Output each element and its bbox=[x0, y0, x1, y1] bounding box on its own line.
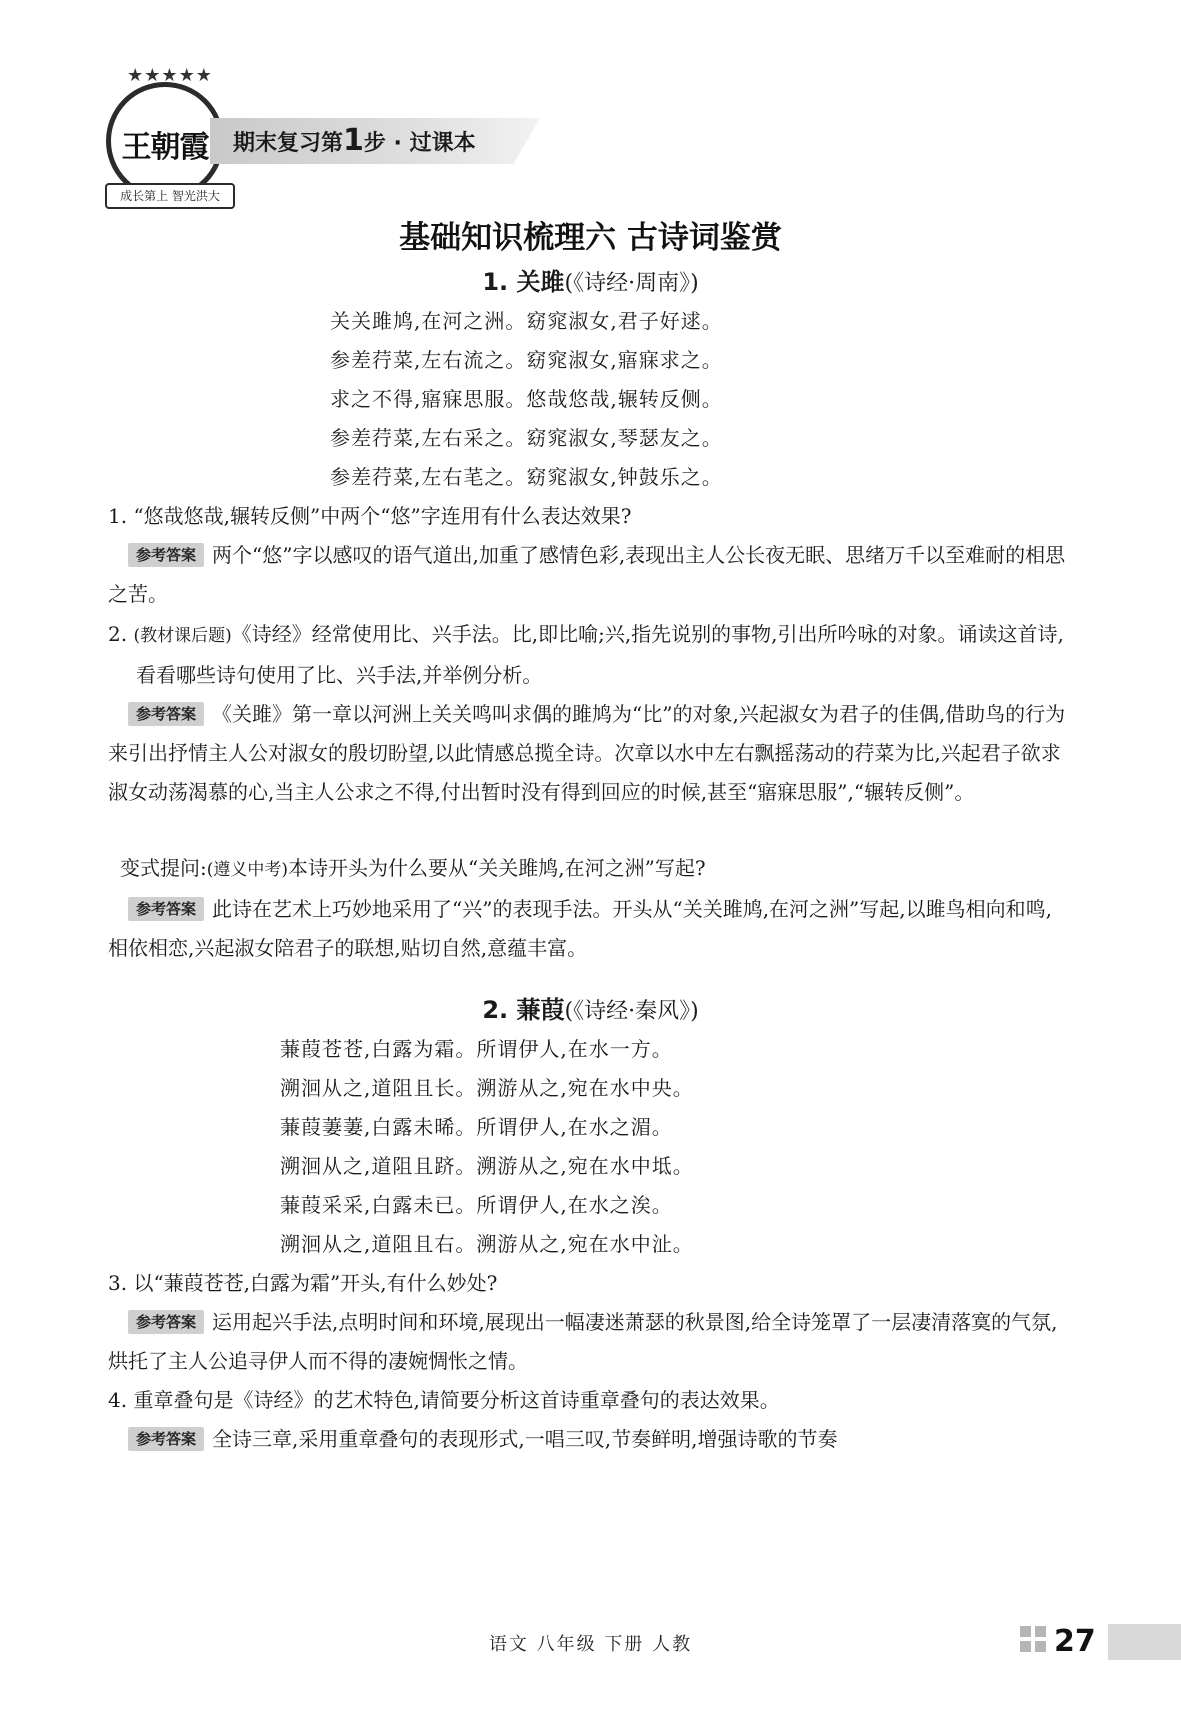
poem-line: 溯洄从之,道阻且右。溯游从之,宛在水中沚。 bbox=[280, 1232, 694, 1256]
section-1-title bbox=[0, 262, 1181, 297]
brand-name: 王朝霞 bbox=[121, 130, 209, 165]
variant-body: 本诗开头为什么要从“关关雎鸠,在河之洲”写起? bbox=[288, 856, 706, 880]
question-3-text: 3. 以“蒹葭苍苍,白露为霜”开头,有什么妙处? bbox=[108, 1271, 498, 1295]
poem-line: 参差荇菜,左右流之。窈窕淑女,寤寐求之。 bbox=[330, 348, 723, 372]
answer-1 bbox=[108, 536, 1070, 614]
brand-ribbon: 成长第上 智光洪大 bbox=[105, 183, 235, 209]
question-4 bbox=[108, 1381, 1070, 1459]
answer-label: 参考答案 bbox=[128, 1310, 204, 1334]
page-number: 27 bbox=[1054, 1624, 1096, 1659]
variant-prefix: 变式提问: bbox=[120, 856, 207, 880]
poem-line: 溯洄从之,道阻且跻。溯游从之,宛在水中坻。 bbox=[280, 1154, 694, 1178]
page-title: 基础知识梳理六 古诗词鉴赏 bbox=[399, 220, 782, 256]
variant-answer bbox=[108, 890, 1070, 968]
poem-line: 参差荇菜,左右芼之。窈窕淑女,钟鼓乐之。 bbox=[330, 465, 723, 489]
section-2-source: (《诗经·秦风》) bbox=[564, 999, 699, 1024]
step-suffix: 步 · 过课本 bbox=[363, 131, 476, 156]
section-1-name: 1. 关雎 bbox=[482, 268, 565, 296]
section-1-source: (《诗经·周南》) bbox=[564, 271, 699, 296]
question-2-body: 《诗经》经常使用比、兴手法。比,即比喻;兴,指先说别的事物,引出所吟咏的对象。诵读这首诗,看看哪些诗句使用了比、兴手法,并举例分析。 bbox=[136, 622, 1064, 687]
poem-line: 蒹葭萋萋,白露未晞。所谓伊人,在水之湄。 bbox=[280, 1115, 673, 1139]
section-2-title bbox=[0, 990, 1181, 1025]
header-step-title bbox=[233, 122, 476, 163]
question-3 bbox=[108, 1264, 1070, 1381]
question-2-text bbox=[108, 615, 1070, 695]
poem-line: 关关雎鸠,在河之洲。窈窕淑女,君子好逑。 bbox=[330, 309, 723, 333]
question-1-text: 1. “悠哉悠哉,辗转反侧”中两个“悠”字连用有什么表达效果? bbox=[108, 504, 632, 528]
answer-4 bbox=[108, 1420, 1070, 1459]
answer-4-text: 全诗三章,采用重章叠句的表现形式,一唱三叹,节奏鲜明,增强诗歌的节奏 bbox=[212, 1427, 838, 1451]
page-header bbox=[98, 62, 558, 212]
page-number-block bbox=[1020, 1622, 1181, 1662]
question-2-note: (教材课后题) bbox=[133, 626, 232, 646]
answer-2-text: 《关雎》第一章以河洲上关关鸣叫求偶的雎鸠为“比”的对象,兴起淑女为君子的佳偶,借助鸟的行为来引出抒情主人公对淑女的殷切盼望,以此情感总揽全诗。次章以水中左右飘摇荡动的荇菜为比,兴起君子欲求淑女动荡渴慕的心,当主人公求之不得,付出暂时没有得到回应的时候,甚至“寤寐思服”,“辗转反侧”。 bbox=[108, 702, 1066, 804]
answer-label: 参考答案 bbox=[128, 1427, 204, 1451]
footer-subject: 语文 八年级 下册 人教 bbox=[488, 1634, 693, 1655]
page-bar-decoration bbox=[1108, 1624, 1181, 1660]
poem-line: 溯洄从之,道阻且长。溯游从之,宛在水中央。 bbox=[280, 1076, 694, 1100]
poem-line: 求之不得,寤寐思服。悠哉悠哉,辗转反侧。 bbox=[330, 387, 723, 411]
poem-jianjia bbox=[280, 1030, 694, 1264]
variant-question bbox=[108, 849, 1070, 968]
variant-question-text bbox=[108, 849, 1070, 890]
section-2-name: 2. 蒹葭 bbox=[482, 996, 565, 1024]
answer-label: 参考答案 bbox=[128, 702, 204, 726]
poem-line: 蒹葭采采,白露未已。所谓伊人,在水之涘。 bbox=[280, 1193, 673, 1217]
grid-dots-decoration bbox=[1020, 1626, 1048, 1658]
variant-answer-text: 此诗在艺术上巧妙地采用了“兴”的表现手法。开头从“关关雎鸠,在河之洲”写起,以雎鸟相向和鸣,相依相恋,兴起淑女陪君子的联想,贴切自然,意蕴丰富。 bbox=[108, 897, 1052, 960]
step-prefix: 期末复习第 bbox=[233, 131, 344, 156]
variant-note: (遵义中考) bbox=[206, 860, 289, 880]
poem-line: 蒹葭苍苍,白露为霜。所谓伊人,在水一方。 bbox=[280, 1037, 673, 1061]
question-1 bbox=[108, 497, 1070, 614]
answer-label: 参考答案 bbox=[128, 543, 204, 567]
poem-guanju bbox=[330, 302, 723, 497]
answer-3 bbox=[108, 1303, 1070, 1381]
stars-decoration: ★★★★★ bbox=[127, 65, 213, 86]
answer-2 bbox=[108, 695, 1070, 812]
question-2-num: 2. bbox=[108, 622, 134, 646]
question-4-text: 4. 重章叠句是《诗经》的艺术特色,请简要分析这首诗重章叠句的表达效果。 bbox=[108, 1388, 780, 1412]
answer-label: 参考答案 bbox=[128, 897, 204, 921]
question-2 bbox=[108, 615, 1070, 812]
step-number: 1 bbox=[343, 123, 364, 158]
answer-1-text: 两个“悠”字以感叹的语气道出,加重了感情色彩,表现出主人公长夜无眠、思绪万千以至难耐的相思之苦。 bbox=[108, 543, 1066, 606]
poem-line: 参差荇菜,左右采之。窈窕淑女,琴瑟友之。 bbox=[330, 426, 723, 450]
brand-logo bbox=[106, 65, 224, 203]
answer-3-text: 运用起兴手法,点明时间和环境,展现出一幅凄迷萧瑟的秋景图,给全诗笼罩了一层凄清落寞的气氛,烘托了主人公追寻伊人而不得的凄婉惆怅之情。 bbox=[108, 1310, 1058, 1373]
